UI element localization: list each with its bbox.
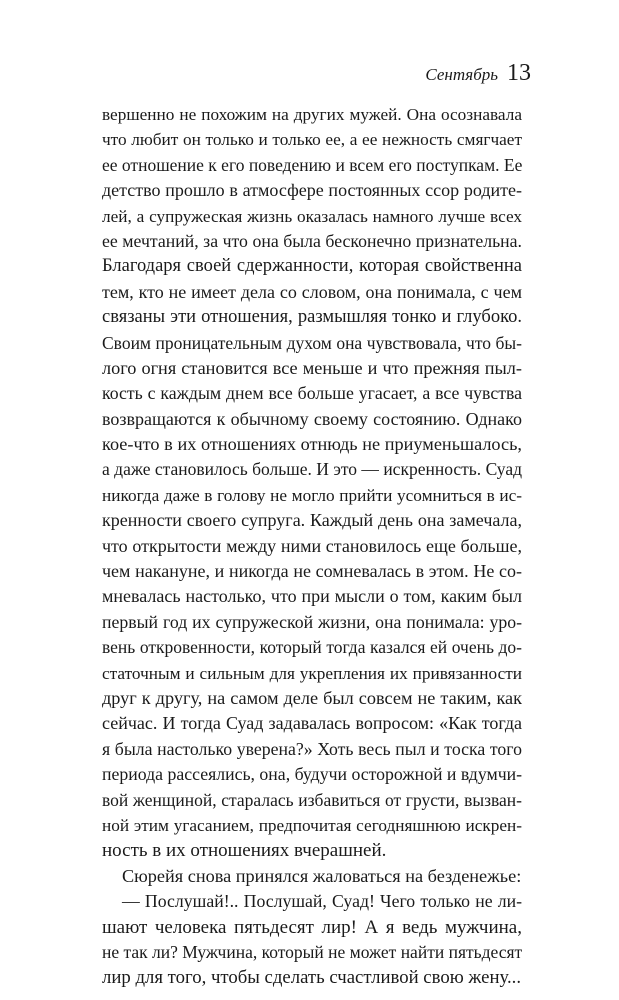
paragraph xyxy=(102,864,522,889)
text-line: детство прошло в атмосфере постоянных ссор родите- xyxy=(102,180,522,201)
text-line: периода рассеялись, она, будучи осторожной и вдумчи- xyxy=(102,764,523,785)
text-line: никогда даже в голову не могло прийти усомниться в ис- xyxy=(102,485,522,505)
text-line: первый год их супружеской жизни, она понимала: уро- xyxy=(102,611,522,632)
text-line: сейчас. И тогда Суад задавалась вопросом: «Как тогда xyxy=(102,713,522,734)
paragraph xyxy=(102,102,522,864)
body-text xyxy=(102,102,522,991)
page-number: 13 xyxy=(507,60,531,86)
paragraph xyxy=(102,889,522,991)
text-line: кренности своего супруга. Каждый день она замечала, xyxy=(102,510,522,531)
text-line: ее мечтаний, за что она была бесконечно признательна. xyxy=(102,230,522,251)
text-line: возвращаются к обычному своему состоянию. Однако xyxy=(102,408,522,429)
text-line: мневалась настолько, что при мысли о том, каким был xyxy=(102,586,522,607)
text-line: Сюрейя снова принялся жаловаться на безденежье: xyxy=(122,865,522,886)
text-line: я была настолько уверена?» Хоть весь пыл и тоска того xyxy=(102,738,522,759)
text-line: лого огня становится все меньше и что прежняя пыл- xyxy=(102,357,522,378)
text-line: тем, кто не имеет дела со словом, она понимала, с чем xyxy=(102,281,522,302)
text-line: — Послушай!.. Послушай, Суад! Чего только не ли- xyxy=(122,891,522,912)
text-line: лей, а супружеская жизнь оказалась намного лучше всех xyxy=(102,206,522,226)
text-line: шают человека пятьдесят лир! А я ведь мужчина, xyxy=(102,916,522,938)
text-line: что открытости между ними становилось еще больше, xyxy=(102,535,522,556)
text-line: ее отношение к его поведению и всем его поступкам. Ее xyxy=(102,154,523,175)
text-line: чем накануне, и никогда не сомневалась в этом. Не со- xyxy=(102,561,522,582)
text-line: ность в их отношениях вчерашней. xyxy=(102,840,387,862)
running-head xyxy=(425,60,531,87)
text-line: ной этим угасанием, предпочитая сегодняшнюю искрен- xyxy=(102,815,522,835)
text-line: не так ли? Мужчина, который не может найти пятьдесят xyxy=(102,941,523,962)
text-line: что любит он только и только ее, а ее нежность смягчает xyxy=(102,130,522,150)
text-line: вершенно не похожим на других мужей. Она осознавала xyxy=(102,105,522,124)
text-line: кость с каждым днем все больше угасает, а все чувства xyxy=(102,383,522,404)
text-line: статочным и сильным для укрепления их привязанности xyxy=(102,663,522,683)
text-line: вой женщиной, старалась избавиться от грусти, вызван- xyxy=(102,789,522,810)
text-line: кое-что в их отношениях отнюдь не приуменьшалось, xyxy=(102,434,522,455)
text-line: а даже становилось больше. И это — искренность. Суад xyxy=(102,459,522,480)
chapter-title: Сентябрь xyxy=(425,65,498,84)
text-line: вень откровенности, который тогда казался ей очень до- xyxy=(102,637,522,658)
text-line: связаны эти отношения, размышляя тонко и глубоко. xyxy=(102,307,522,328)
text-line: Благодаря своей сдержанности, которая свойственна xyxy=(102,256,522,277)
text-line: Своим проницательным духом она чувствовала, что бы- xyxy=(102,332,522,353)
text-line: лир для того, чтобы сделать счастливой свою жену... xyxy=(102,967,522,989)
text-line: друг к другу, на самом деле был совсем не таким, как xyxy=(102,687,522,708)
